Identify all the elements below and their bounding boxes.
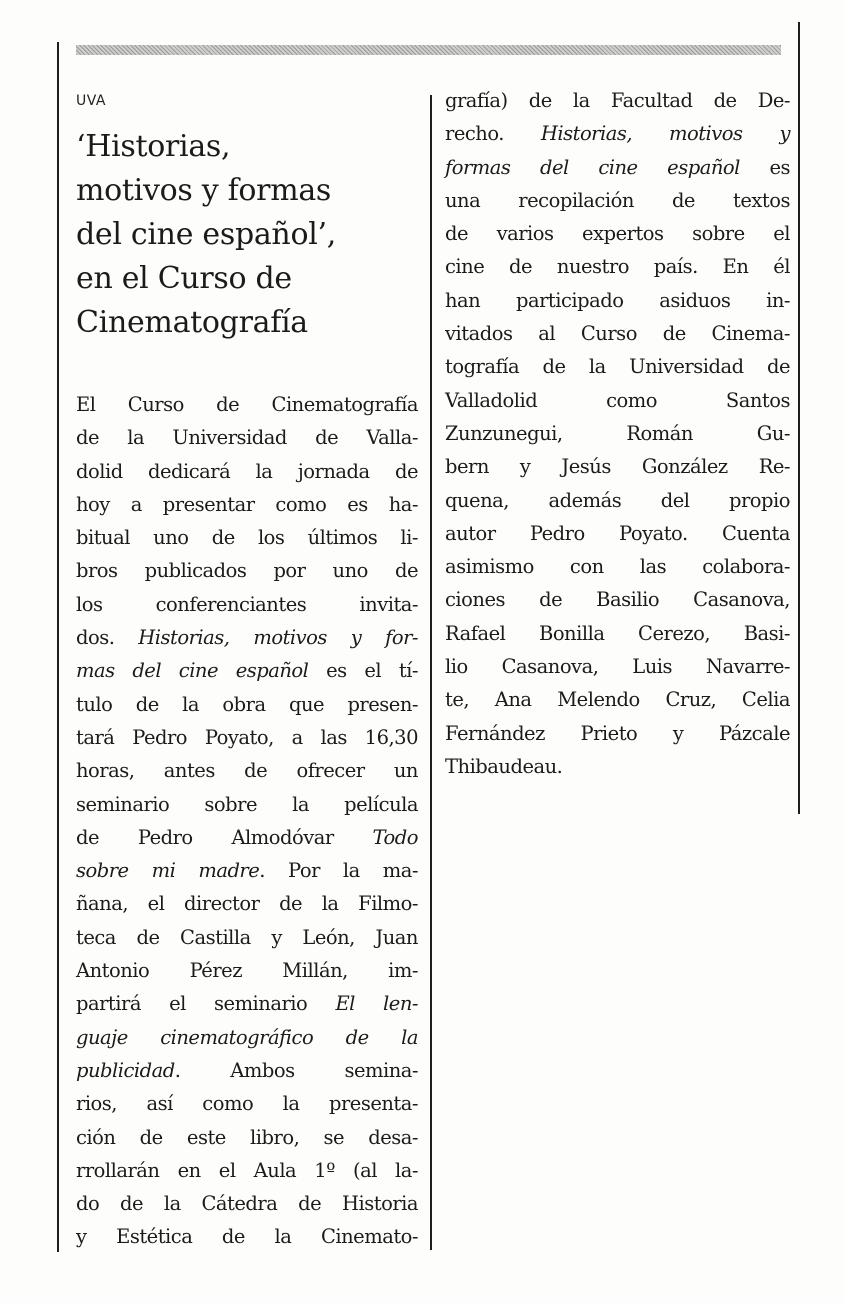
body-text-line	[445, 217, 790, 250]
body-text: rrollarán en el Aula 1º (al la-	[76, 1158, 418, 1182]
section-label: UVA	[76, 93, 107, 109]
italic-title-text: Todo	[372, 825, 418, 849]
body-text-line	[76, 554, 418, 587]
body-text-line	[445, 84, 790, 117]
headline-line: Cinematografía	[76, 305, 308, 340]
body-text-line	[76, 588, 418, 621]
body-text: Thibaudeau.	[445, 754, 563, 778]
body-text-line	[76, 921, 418, 954]
body-text-line	[445, 683, 790, 716]
headline-line: del cine español’,	[76, 217, 336, 252]
body-text-line	[445, 384, 790, 417]
body-text-line	[445, 517, 790, 550]
body-text: bros publicados por uno de	[76, 559, 418, 583]
body-text-line	[76, 1087, 418, 1120]
body-text: vitados al Curso de Cinema-	[445, 322, 790, 346]
body-text: recho.	[445, 122, 541, 146]
article-headline	[76, 125, 421, 345]
body-text-line	[76, 521, 418, 554]
body-text-line	[445, 250, 790, 283]
body-text-line	[76, 721, 418, 754]
body-text: teca de Castilla y León, Juan	[76, 925, 418, 949]
body-text: Antonio Pérez Millán, im-	[76, 959, 418, 983]
body-text-line	[76, 1021, 418, 1054]
body-text: lio Casanova, Luis Navarre-	[445, 655, 790, 679]
body-text-line	[445, 317, 790, 350]
body-text-line	[445, 550, 790, 583]
body-text-line	[76, 388, 418, 421]
body-text: rios, así como la presenta-	[76, 1092, 418, 1116]
body-text: de la Universidad de Valla-	[76, 426, 418, 450]
body-text-line	[76, 1054, 418, 1087]
body-text: te, Ana Melendo Cruz, Celia	[445, 688, 790, 712]
body-text: de Pedro Almodóvar	[76, 825, 373, 849]
body-text: bern y Jesús González Re-	[445, 455, 790, 479]
top-decorative-band	[76, 45, 781, 55]
body-text-line	[445, 151, 790, 184]
italic-title-text: mas del cine español	[76, 659, 309, 683]
body-text-line	[445, 350, 790, 383]
italic-title-text: Historias, motivos y	[540, 122, 790, 146]
body-text: Zunzunegui, Román Gu-	[445, 421, 790, 445]
body-text-line	[445, 750, 790, 783]
body-text-line	[445, 484, 790, 517]
italic-title-text: guaje cinematográfico de la	[76, 1025, 418, 1049]
body-text-line	[445, 417, 790, 450]
body-text-line	[76, 1220, 418, 1253]
body-text: seminario sobre la película	[76, 792, 418, 816]
article-body-column-1	[76, 388, 418, 1254]
left-column-rule	[57, 42, 59, 1252]
body-text-line	[76, 488, 418, 521]
body-text: grafía) de la Facultad de De-	[445, 89, 790, 112]
italic-title-text: Historias, motivos y for-	[138, 626, 418, 650]
body-text: y Estética de la Cinemato-	[76, 1225, 418, 1249]
body-text-line	[76, 1154, 418, 1187]
body-text: tará Pedro Poyato, a las 16,30	[76, 725, 418, 749]
body-text-line	[76, 754, 418, 787]
body-text-line	[76, 455, 418, 488]
body-text-line	[76, 954, 418, 987]
body-text: dos.	[76, 626, 139, 650]
body-text: . Por la ma-	[259, 859, 418, 883]
body-text: Valladolid como Santos	[445, 388, 790, 412]
body-text-line	[445, 650, 790, 683]
body-text: Fernández Prieto y Pázcale	[445, 721, 790, 745]
body-text: de varios expertos sobre el	[445, 222, 790, 246]
body-text-line	[445, 450, 790, 483]
body-text-line	[76, 654, 418, 687]
italic-title-text: sobre mi madre	[76, 859, 260, 883]
body-text: Rafael Bonilla Cerezo, Basi-	[445, 621, 790, 645]
body-text: asimismo con las colabora-	[445, 555, 790, 579]
article-body-column-2	[445, 84, 790, 783]
body-text-line	[76, 421, 418, 454]
right-column-rule	[798, 22, 800, 814]
headline-line: ‘Historias,	[76, 129, 231, 164]
body-text: una recopilación de textos	[445, 188, 790, 212]
body-text-line	[76, 987, 418, 1020]
body-text-line	[76, 1187, 418, 1220]
body-text: ciones de Basilio Casanova,	[445, 588, 790, 612]
body-text: ñana, el director de la Filmo-	[76, 892, 418, 916]
body-text-line	[445, 284, 790, 317]
body-text: bitual uno de los últimos li-	[76, 526, 418, 550]
body-text: autor Pedro Poyato. Cuenta	[445, 521, 790, 545]
body-text-line	[76, 854, 418, 887]
body-text: do de la Cátedra de Historia	[76, 1192, 418, 1216]
body-text-line	[76, 821, 418, 854]
body-text: dolid dedicará la jornada de	[76, 459, 418, 483]
body-text: es el tí-	[308, 659, 418, 683]
body-text-line	[445, 117, 790, 150]
italic-title-text: formas del cine español	[445, 155, 740, 179]
body-text: tulo de la obra que presen-	[76, 692, 418, 716]
body-text: es	[739, 155, 790, 179]
body-text-line	[445, 583, 790, 616]
italic-title-text: publicidad	[76, 1058, 175, 1082]
body-text: han participado asiduos in-	[445, 288, 790, 312]
body-text-line	[445, 184, 790, 217]
body-text: partirá el seminario	[76, 992, 336, 1016]
body-text: los conferenciantes invita-	[76, 592, 418, 616]
body-text: quena, además del propio	[445, 488, 790, 512]
body-text-line	[76, 1121, 418, 1154]
body-text-line	[445, 617, 790, 650]
body-text: cine de nuestro país. En él	[445, 255, 790, 279]
body-text: El Curso de Cinematografía	[76, 393, 418, 416]
body-text: hoy a presentar como es ha-	[76, 492, 418, 516]
column-divider-rule	[430, 95, 432, 1250]
headline-line: motivos y formas	[76, 173, 332, 208]
body-text: horas, antes de ofrecer un	[76, 759, 418, 783]
headline-line: en el Curso de	[76, 261, 292, 296]
body-text-line	[445, 717, 790, 750]
body-text: ción de este libro, se desa-	[76, 1125, 418, 1149]
body-text: . Ambos semina-	[174, 1058, 418, 1082]
body-text-line	[76, 788, 418, 821]
body-text-line	[76, 621, 418, 654]
body-text-line	[76, 887, 418, 920]
italic-title-text: El len-	[335, 992, 418, 1016]
body-text-line	[76, 688, 418, 721]
body-text: tografía de la Universidad de	[445, 355, 790, 379]
